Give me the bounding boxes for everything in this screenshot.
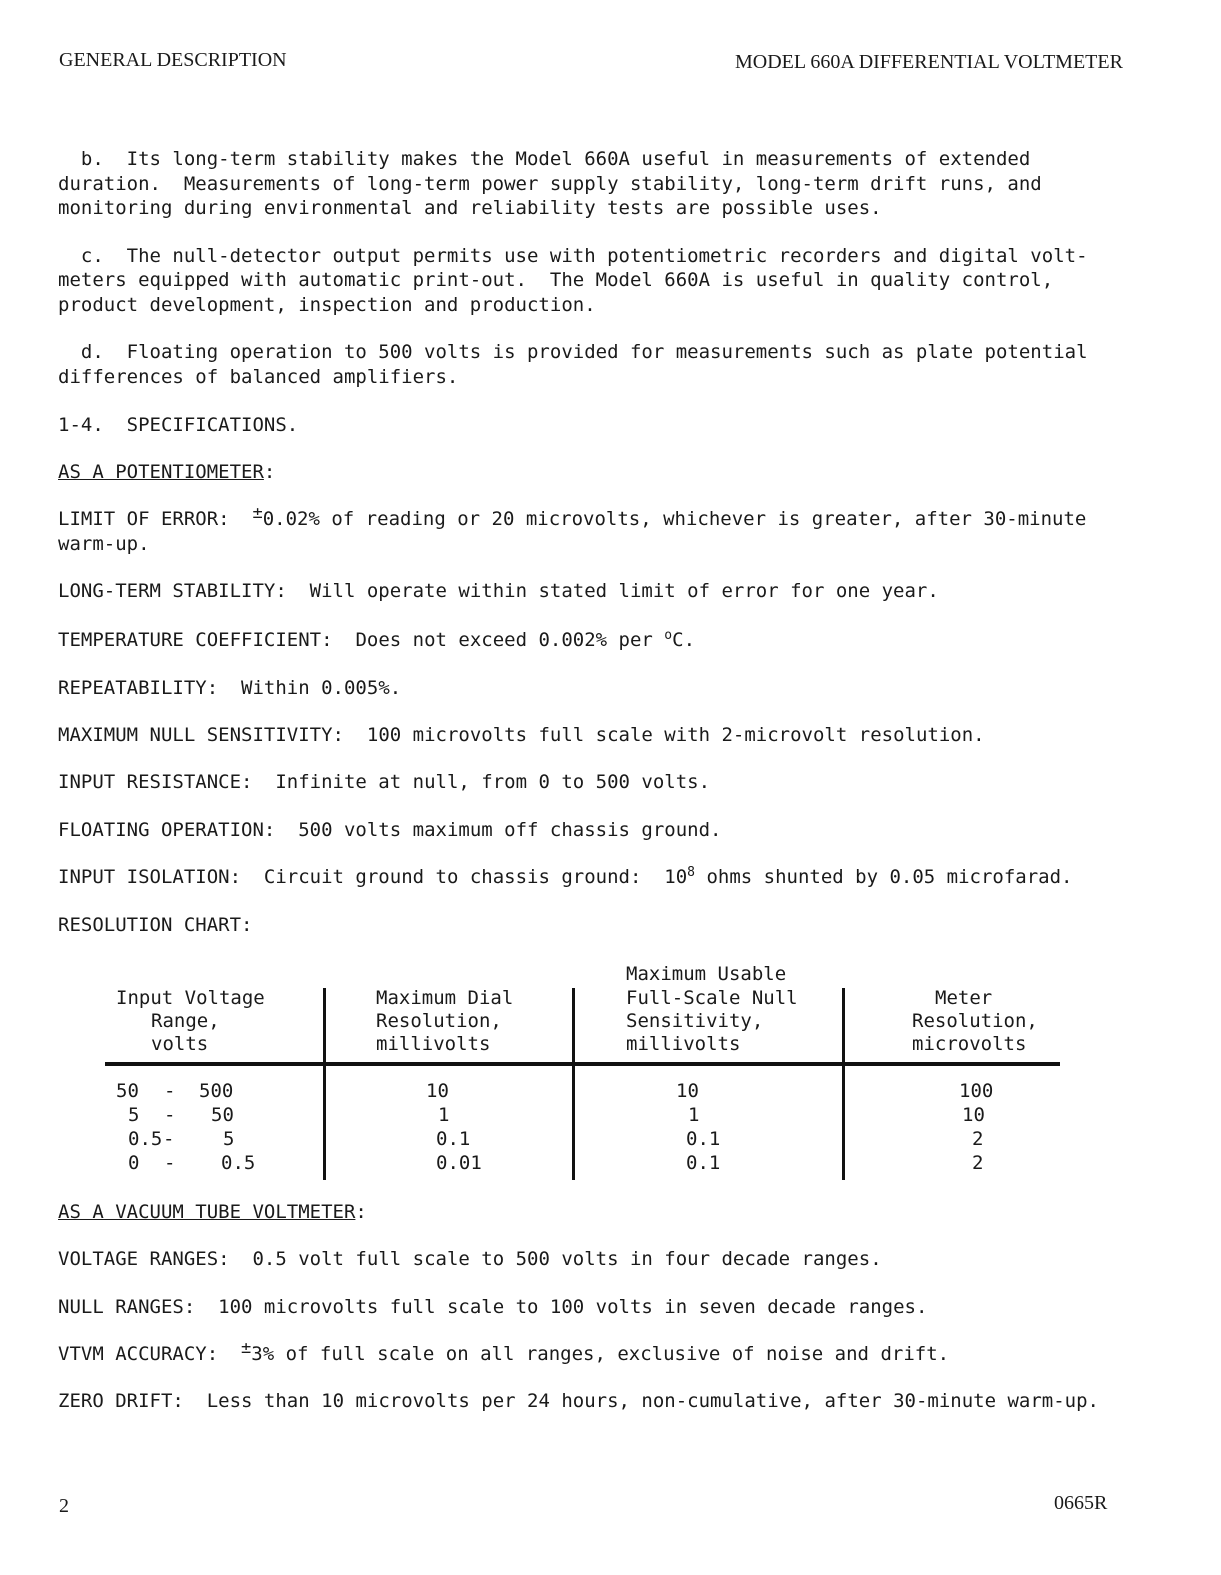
- column-divider: [572, 988, 575, 1180]
- paragraph-line: duration. Measurements of long-term power supply stability, long-term drift runs, and: [58, 173, 1042, 195]
- potentiometer-heading: AS A POTENTIOMETER:: [58, 461, 276, 483]
- column-divider: [842, 988, 845, 1180]
- exponent-superscript: 8: [687, 865, 695, 880]
- header-rule: [105, 1062, 1060, 1066]
- vtvm-heading: AS A VACUUM TUBE VOLTMETER:: [58, 1201, 367, 1223]
- spec-label: LONG-TERM STABILITY:: [58, 580, 287, 602]
- paragraph-line: b. Its long-term stability makes the Model 660A useful in measurements of extended: [58, 148, 1031, 170]
- spec-value: Circuit ground to chassis ground: 10: [263, 866, 688, 888]
- spec-floating-operation: [58, 818, 721, 842]
- plus-minus-sign: ±: [241, 1338, 252, 1358]
- heading-text: AS A POTENTIOMETER: [58, 461, 264, 483]
- spec-input-isolation: INPUT ISOLATION: Circuit ground to chassis ground: $10^8$ ohms shunted by 0.05 microfarad.: [58, 865, 1073, 888]
- spec-value: 3% of full scale on all ranges, exclusive of noise and drift.: [251, 1343, 950, 1365]
- spec-value: Will operate within stated limit of error for one year.: [309, 580, 939, 602]
- paragraph-line: differences of balanced amplifiers.: [58, 366, 459, 388]
- page-number: 2: [59, 1495, 69, 1517]
- spec-voltage-ranges: [58, 1247, 882, 1271]
- spec-label: VTVM ACCURACY:: [58, 1343, 219, 1365]
- paragraph-line: d. Floating operation to 500 volts is provided for measurements such as plate potential: [58, 341, 1088, 363]
- spec-value: Within 0.005%.: [241, 677, 402, 699]
- spec-label: INPUT ISOLATION:: [58, 866, 242, 888]
- spec-label: INPUT RESISTANCE:: [58, 771, 253, 793]
- spec-label: FLOATING OPERATION:: [58, 819, 276, 841]
- spec-value-continued: warm-up.: [58, 533, 150, 555]
- spec-limit-of-error: [58, 503, 1087, 531]
- spec-label: NULL RANGES:: [58, 1296, 196, 1318]
- document-code: 0665R: [1054, 1492, 1108, 1514]
- spec-vtvm-accuracy: [58, 1338, 950, 1366]
- spec-value: 100 microvolts full scale with 2-microvolt resolution.: [366, 724, 985, 746]
- paragraph-line: monitoring during environmental and reliability tests are possible uses.: [58, 197, 882, 219]
- spec-max-null-sensitivity: [58, 723, 985, 747]
- paragraph-line: product development, inspection and production.: [58, 294, 596, 316]
- spec-label: TEMPERATURE COEFFICIENT:: [58, 629, 333, 651]
- spec-value: Does not exceed 0.002% per: [355, 629, 665, 651]
- spec-long-term-stability: [58, 579, 939, 603]
- spec-value: 0.5 volt full scale to 500 volts in four decade ranges.: [252, 1248, 882, 1270]
- header-right: MODEL 660A DIFFERENTIAL VOLTMETER: [735, 51, 1123, 73]
- section-title: 1-4. SPECIFICATIONS.: [58, 414, 299, 436]
- spec-repeatability: [58, 676, 401, 700]
- spec-value: Less than 10 microvolts per 24 hours, non-cumulative, after 30-minute warm-up.: [206, 1390, 1099, 1412]
- degree-superscript: o: [664, 628, 673, 643]
- column-divider: [323, 988, 326, 1180]
- resolution-chart-label: RESOLUTION CHART:: [58, 914, 253, 936]
- spec-zero-drift: [58, 1389, 1099, 1413]
- spec-label: REPEATABILITY:: [58, 677, 219, 699]
- header-left: GENERAL DESCRIPTION: [59, 49, 287, 71]
- paragraph-line: meters equipped with automatic print-out. The Model 660A is useful in quality control,: [58, 269, 1054, 291]
- spec-value: Infinite at null, from 0 to 500 volts.: [275, 771, 711, 793]
- spec-input-resistance: [58, 770, 710, 794]
- paragraph-line: c. The null-detector output permits use with potentiometric recorders and digital volt-: [58, 245, 1088, 267]
- spec-label: ZERO DRIFT:: [58, 1390, 184, 1412]
- spec-value: 500 volts maximum off chassis ground.: [298, 819, 722, 841]
- spec-label: LIMIT OF ERROR:: [58, 508, 230, 530]
- plus-minus-sign: ±: [252, 503, 263, 523]
- spec-null-ranges: [58, 1295, 927, 1319]
- spec-value: 0.02% of reading or 20 microvolts, whichever is greater, after 30-minute: [262, 508, 1087, 530]
- heading-text: AS A VACUUM TUBE VOLTMETER: [58, 1201, 356, 1223]
- spec-temperature-coefficient: TEMPERATURE COEFFICIENT: Does not exceed 0.002% per $^o$C.: [58, 628, 696, 651]
- spec-label: VOLTAGE RANGES:: [58, 1248, 230, 1270]
- spec-value: 100 microvolts full scale to 100 volts in seven decade ranges.: [218, 1296, 928, 1318]
- spec-label: MAXIMUM NULL SENSITIVITY:: [58, 724, 344, 746]
